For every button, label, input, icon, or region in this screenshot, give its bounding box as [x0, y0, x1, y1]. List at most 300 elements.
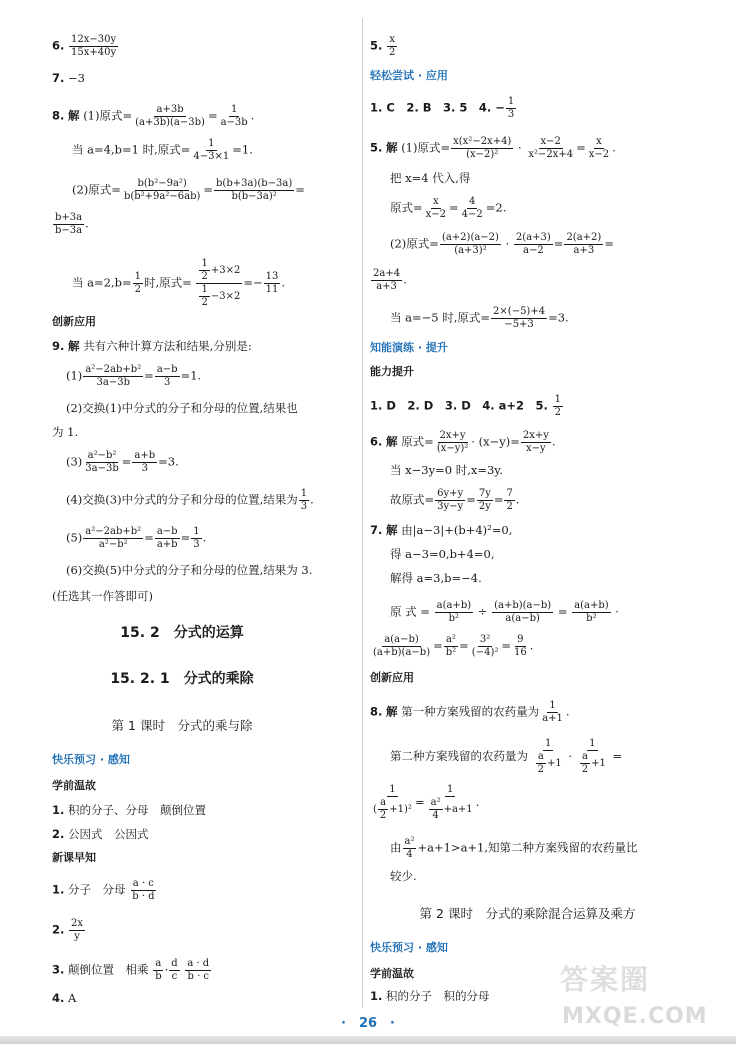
right-q8-line2: 第二种方案残留的农药量为 1 $\frac{a}{2}$ +1 · 1 $\frac{a}{2}$ +1 = [390, 738, 623, 775]
q8-l5-result [264, 271, 281, 296]
left-q9-s2b: 为 1. [52, 425, 79, 439]
q9-s1md: 3 [164, 377, 171, 388]
q9-s3-frac [83, 450, 120, 475]
r-q8-label: 解 [386, 704, 398, 719]
q8-l2d: 4−3×1 [193, 151, 230, 162]
r-q8-cf3-inner [378, 797, 388, 822]
r-q8-l1d: a+1 [542, 713, 563, 724]
r-q5-l6n: 2×(−5)+4 [493, 306, 546, 317]
r-q6-l3r [504, 488, 514, 513]
r-q7-l5f [371, 634, 432, 659]
b2-frac [69, 918, 85, 943]
r-q8-cf3-plus: +1 [389, 803, 405, 815]
q6-fraction [69, 34, 118, 59]
r-q5top-d: 2 [389, 47, 396, 58]
q9-s3-mid [132, 450, 157, 475]
q8-frac4 [214, 178, 294, 203]
watermark-url: MXQE.COM [562, 1004, 708, 1029]
q9-s1a: (1) [66, 368, 83, 383]
r-q5-f5n: 2(a+3) [515, 232, 551, 243]
left-q9-intro [52, 338, 252, 354]
left-b4 [52, 990, 76, 1006]
right-section-kuaile-yuxi: 快乐预习 · 感知 [370, 941, 448, 954]
r-q8-l1: 第一种方案残留的农药量为 [401, 704, 540, 719]
r-q8-l1f [540, 700, 565, 725]
right-q6-line2: 当 x−3y=0 时,x=3y. [390, 463, 503, 477]
r-q8-cf4-d [426, 797, 475, 822]
q8-l4n: b+3a [55, 212, 83, 223]
r-q7-l4r [572, 600, 611, 625]
left-section-innovation: 创新应用 [52, 315, 96, 328]
q8-l5sign: =− [243, 275, 263, 290]
q9-s5-mid [155, 526, 180, 551]
heading-15-2: 15. 2 分式的运算 [120, 625, 244, 641]
b1-number: 1. [52, 882, 65, 897]
r-q6-f2 [521, 430, 551, 455]
r-q7-l4md: a(a−b) [505, 613, 540, 624]
a2-number: 2. [52, 827, 65, 841]
q8-l5hd: 2 [134, 284, 141, 295]
right-q5-line1: 5. 解 (1)原式= $\frac{\text{x(x²−2x+4)}}{\text{(x−2)²}}$ · $\frac{x-2}{\text{x²−2x+4}}$ = $\frac{x}{x-2}$ . [370, 136, 616, 160]
q8-frac3 [122, 178, 202, 203]
left-q8-line1 [52, 104, 254, 129]
q8-cf-num [196, 258, 242, 284]
r-q7-l5n: a(a−b) [384, 634, 419, 645]
q8-f4d: b(b−3a)² [231, 191, 277, 202]
r-q5-l6d: −5+3 [504, 319, 534, 330]
q8-f4n: b(b+3a)(b−3a) [216, 178, 293, 189]
r-q5-f6d: a+3 [573, 245, 595, 256]
r-q7-l5x [470, 634, 501, 659]
q8-end: . [250, 108, 255, 123]
q8-f3d: b(b²+9a²−6ab) [123, 191, 201, 202]
r-ans2: 1. D 2. D 3. D 4. a+2 5. [370, 398, 548, 413]
r-q8-cf2-n: 1 [589, 738, 596, 749]
r-c1-number: 1. [370, 989, 383, 1003]
r-q7-l4f [435, 600, 474, 625]
r-q7-number: 7. [370, 523, 383, 537]
a2-text: 公因式 公因式 [68, 827, 149, 841]
q9-label: 解 [68, 339, 80, 353]
r-q7-l4m [492, 600, 553, 625]
r-q7-l4n: a(a+b) [436, 600, 472, 611]
left-a2 [52, 826, 149, 842]
r-q5-l5n: 2a+4 [373, 268, 401, 279]
r-q5-l6f [491, 306, 547, 331]
q9-s5n: a²−2ab+b² [85, 526, 142, 537]
q9-s1m: a−b [156, 364, 178, 375]
left-q9-s2a: (2)交换(1)中分式的分子和分母的位置,结果也 [66, 401, 298, 415]
q6-num: 12x−30y [71, 34, 117, 45]
r-q5-p2: (2)原式= [390, 236, 439, 251]
right-sub-xueqian-wengu: 学前温故 [370, 967, 414, 980]
b2-number: 2. [52, 922, 65, 937]
r-q5-l5f [371, 268, 402, 293]
q9-s5d: a²−b² [98, 539, 128, 550]
b3-frac1 [153, 958, 163, 983]
q9-s4n: 1 [300, 488, 308, 499]
b3-f2n: d [171, 958, 178, 969]
r-q8-l4d: 4 [406, 849, 413, 860]
r-q5-number: 5. [370, 140, 383, 155]
r-q6-l3n: 6y+y [437, 488, 464, 499]
r-q5-f3n: x [596, 136, 602, 147]
r-q5-l3f [424, 196, 448, 221]
right-q7-line1 [370, 522, 512, 538]
right-q7-line4: 原 式 = $\frac{a(a+b)}{\text{b²}}$ ÷ $\frac{(a+b)(a-b)}{a(a-b)}$ = $\frac{a(a+b)}{\text{b²}}$ · [390, 600, 619, 624]
r-q8-cf2-d [577, 751, 608, 776]
section-qingsong-changshi: 轻松尝试 · 应用 [370, 69, 448, 82]
r-q5-l3mn: 4 [469, 196, 476, 207]
b3-f3n: a · d [187, 958, 210, 969]
q8-complex-fraction [196, 258, 242, 309]
q8-l4d: b−3a [55, 225, 83, 236]
r-q5-l6e: =3. [548, 310, 569, 325]
q8-l4-frac [53, 212, 84, 237]
q8-eq: = [207, 108, 218, 123]
b1-frac [130, 878, 156, 903]
b1-fn: a · c [132, 878, 154, 889]
right-q8-line5: 较少. [390, 869, 417, 883]
r-q7-l4rn: a(a+b) [574, 600, 609, 611]
left-b1 [52, 878, 158, 903]
right-q6-line1 [370, 430, 556, 455]
r-q8-cf2-b: 2 [581, 764, 589, 775]
q8-cf-dr: −3×2 [210, 290, 241, 302]
r-q5-f5d: a−2 [523, 245, 544, 256]
q8-label: 解 [68, 108, 80, 123]
q9-s5rn: 1 [193, 526, 200, 537]
q9-number: 9. [52, 339, 65, 353]
right-q7-line3: 解得 a=3,b=−4. [390, 571, 482, 585]
r-q8-cf3-n: 1 [389, 784, 396, 795]
r-q5-f4 [440, 232, 501, 257]
q8-cf-n-frac [199, 258, 209, 283]
r-q8-l4b: +a+1>a+1,知第二种方案残留的农药量比 [417, 840, 638, 855]
q9-s5e: = [180, 530, 191, 545]
r-q7-label: 解 [386, 523, 398, 537]
r-c1-text: 积的分子 积的分母 [386, 989, 490, 1003]
section-zhineng-yanlian: 知能演练 · 提升 [370, 341, 448, 354]
r-q6-l3d: 3y−y [437, 501, 464, 512]
r-q8-l1n: 1 [549, 700, 556, 711]
r-q6-l3f [435, 488, 465, 513]
b3-frac3 [185, 958, 211, 983]
right-q8-line3: 1 ( $\frac{a}{2}$ +1 )² = 1 $\frac{\text{a²}}{4}$ +a+1 . [373, 784, 480, 821]
r-q5-f3d: x−2 [588, 149, 610, 160]
r-q8-cf3-a: a [380, 797, 387, 808]
b3-frac2 [169, 958, 179, 983]
r-q5-f4n: (a+2)(a−2) [441, 232, 499, 243]
q9-s5m: a−b [156, 526, 178, 537]
q8-cf-d1: 2 [201, 271, 208, 282]
r-q7-l1: 由|a−3|+(b+4)²=0, [401, 523, 513, 537]
right-q5-line5: $\frac{2a+4}{a+3}$ . [373, 268, 407, 292]
q9-s1-frac [83, 364, 143, 389]
r-ans1: 1. C 2. B 3. 5 4. − [370, 100, 505, 115]
r-ans1-frac [506, 96, 516, 121]
b1-text: 分子 分母 [68, 882, 126, 897]
r-q6-e: . [551, 434, 556, 449]
q8-cf-den [196, 284, 242, 309]
right-q7-line5: $\frac{a(a-b)}{(a+b)(a-b)}$ = $\frac{\text{a²}}{\text{b²}}$ = $\frac{\text{3²}}{\text{(−4)²}}$ = $\frac{9}{16}$ . [373, 634, 534, 658]
right-q5-line3: 原式= $\frac{x}{x-2}$ = $\frac{4}{4-2}$ =2. [390, 196, 507, 220]
r-q5-f2n: x−2 [540, 136, 561, 147]
r-q5-label: 解 [386, 140, 398, 155]
b3-f2d: c [171, 971, 178, 982]
right-q5-line2: 把 x=4 代入,得 [390, 171, 471, 185]
q8-f3n: b(b²−9a²) [137, 178, 187, 189]
r-q6-l3md: 2y [478, 501, 491, 512]
q8-cf-d-frac [199, 284, 209, 309]
q9-s5a: (5) [66, 530, 83, 545]
r-q5-l3a: 原式= [390, 200, 423, 215]
right-q7-line2: 得 a−3=0,b+4=0, [390, 547, 495, 561]
r-q8-l2: 第二种方案残留的农药量为 [390, 749, 528, 763]
q8-cf-n1: 1 [201, 258, 208, 269]
left-q7 [52, 70, 85, 86]
left-q9-s1: (1) $\frac{\text{a²−2ab+b²}}{3a-3b}$ = $\frac{a-b}{3}$ =1. [66, 364, 202, 388]
q9-s1d: 3a−3b [96, 377, 130, 388]
right-section-innovation: 创新应用 [370, 671, 414, 684]
q8-f1d: (a+3b)(a−3b) [135, 117, 205, 128]
r-ans1n: 1 [507, 96, 515, 107]
r-q5-l5d: a+3 [376, 281, 397, 292]
r-q6-l3rn: 7 [506, 488, 513, 499]
r-q5-l3md: 4−2 [461, 209, 483, 220]
right-answers-2 [370, 394, 564, 419]
r-q6-l3mn: 7y [478, 488, 491, 499]
r-q8-l4f [403, 836, 417, 861]
b3-f1n: a [155, 958, 162, 969]
left-q9-s5: (5) $\frac{\text{a²−2ab+b²}}{\text{a²−b²}}$ = $\frac{a-b}{a+b}$ = $\frac{1}{3}$ . [66, 526, 207, 550]
r-q7-l5d: (a+b)(a−b) [373, 647, 431, 658]
q9-s3md: 3 [141, 463, 148, 474]
a1-text: 积的分子、分母 颠倒位置 [68, 803, 207, 817]
r-q5-f6 [564, 232, 603, 257]
r-q5-f5 [514, 232, 553, 257]
q8-l2b: =1. [232, 142, 253, 157]
q8-l5rn: 13 [265, 271, 279, 282]
bottom-strip [0, 1036, 736, 1044]
b3-number: 3. [52, 962, 65, 977]
q8-l5b: 时,原式= [144, 275, 192, 290]
r-ans1d: 3 [507, 109, 515, 120]
left-a1 [52, 802, 206, 818]
q9-s1e: =1. [180, 368, 202, 383]
q9-s5md: a+b [156, 539, 178, 550]
q8-cf-n2: 1 [201, 284, 208, 295]
left-q8-line3: (2)原式= $\frac{\text{b(b²−9a²)}}{\text{b(b²+9a²−6ab)}}$ = $\frac{b(b+3a)(b-3a)}{\text{b(b−3a)²}}$ = [72, 178, 305, 202]
r-q6-f2n: 2x+y [522, 430, 549, 441]
right-answers-1 [370, 96, 517, 121]
b2-fd: y [74, 931, 80, 942]
r-q6-mid: · (x−y)= [471, 434, 520, 449]
b2-fn: 2x [71, 918, 84, 929]
q7-answer: −3 [68, 71, 85, 85]
r-q5-l3m [460, 196, 485, 221]
r-q7-l5xd: (−4)² [471, 647, 499, 658]
left-q8-line4: $\frac{b+3a}{b-3a}$ . [55, 212, 89, 236]
r-q7-l4d: b² [448, 613, 460, 624]
q9-s3d: 3a−3b [85, 463, 119, 474]
q9-s4d: 3 [300, 501, 308, 512]
b3-f1d: b [155, 971, 162, 982]
q8-p1: (1)原式= [83, 108, 133, 123]
q8-f2d: a−3b [220, 117, 248, 128]
q9-s5rd: 3 [193, 539, 200, 550]
r-q8-cf4-plus: +a+1 [443, 803, 473, 815]
q8-l2n: 1 [208, 138, 215, 149]
q8-cf-nr: +3×2 [210, 264, 241, 276]
left-q9-s3: (3) $\frac{\text{a²−b²}}{3a-3b}$ = $\frac{a+b}{3}$ =3. [66, 450, 179, 474]
r-q8-cf2-inner [580, 751, 590, 776]
r-q8-l4a: 由 [390, 840, 402, 855]
r-q7-l4rd: b² [586, 613, 597, 624]
q8-frac2 [219, 104, 250, 129]
r-q6-f1 [435, 430, 470, 455]
q8-l2a: 当 a=4,b=1 时,原式= [72, 142, 191, 157]
r-ans2n: 1 [554, 394, 561, 405]
r-q8-cf2-a: a [581, 751, 588, 762]
page-number: · 26 · [341, 1016, 395, 1031]
q6-number: 6. [52, 38, 65, 53]
sub-nengli-tisheng: 能力提升 [370, 365, 414, 378]
r-ans2-frac [553, 394, 563, 419]
r-q6-number: 6. [370, 434, 383, 449]
r-q5-f2 [526, 136, 575, 161]
r-q8-cf4-b: 4 [432, 810, 439, 821]
q7-number: 7. [52, 71, 65, 85]
r-q6-f1n: 2x+y [439, 430, 466, 441]
left-b2 [52, 918, 86, 943]
r-q7-l5xn: 3² [479, 634, 491, 645]
r-q8-cf3 [371, 784, 414, 822]
q9-s4a: (4)交换(3)中分式的分子和分母的位置,结果为 [66, 492, 298, 507]
q8-number: 8. [52, 108, 65, 123]
r-q6-p: 原式= [401, 434, 434, 449]
q6-den: 15x+40y [71, 47, 117, 58]
r-q5-l3e: =2. [485, 200, 507, 215]
r-q6-l3a: 故原式= [390, 492, 435, 507]
r-q8-cf1-a: a [537, 751, 544, 762]
left-q6 [52, 34, 119, 59]
r-q8-cf1-plus: +1 [547, 757, 562, 769]
column-divider [362, 18, 363, 1008]
right-q5top [370, 34, 398, 59]
r-q5-f6n: 2(a+2) [566, 232, 602, 243]
r-q8-cf1-inner [536, 751, 546, 776]
r-q8-l4n: a² [404, 836, 415, 847]
q8-frac1 [133, 104, 207, 129]
right-q5-line6 [390, 306, 569, 331]
left-q9-s7: (任选其一作答即可) [52, 589, 153, 603]
r-q6-label: 解 [386, 434, 398, 449]
b4-number: 4. [52, 991, 65, 1005]
right-q8-line1: 8. 解 第一种方案残留的农药量为 $\frac{1}{a+1}$ . [370, 700, 570, 724]
r-q5top-frac [387, 34, 397, 59]
q8-p2: (2)原式= [72, 182, 121, 197]
r-q8-cf3-d: ( $\frac{a}{2}$ +1 )² [373, 797, 412, 821]
r-q8-cf2 [577, 738, 608, 776]
heading-15-2-1: 15. 2. 1 分式的乘除 [110, 671, 254, 687]
r-q5top-number: 5. [370, 38, 383, 53]
b3-f3d: b · c [187, 971, 210, 982]
r-q8-cf4-n: 1 [446, 784, 454, 795]
q8-f2n: 1 [230, 104, 238, 115]
r-q8-cf4-inner [429, 797, 443, 822]
r-q7-l5rd: 16 [514, 647, 527, 658]
r-q8-number: 8. [370, 704, 383, 719]
r-q7-l5rn: 9 [517, 634, 524, 645]
r-ans2d: 2 [554, 407, 561, 418]
a1-number: 1. [52, 803, 65, 817]
sub-xinke-zaozhi: 新课早知 [52, 851, 96, 864]
heading-lesson-1: 第 1 课时 分式的乘与除 [111, 718, 253, 733]
q9-s3n: a²−b² [87, 450, 117, 461]
q8-l5-half [133, 271, 143, 296]
r-q8-cf1 [533, 738, 564, 776]
q8-l5rd: 11 [265, 284, 279, 295]
q9-s5-frac [83, 526, 143, 551]
section-kuaile-yuxi: 快乐预习 · 感知 [52, 753, 130, 766]
heading-lesson-2: 第 2 课时 分式的乘除混合运算及乘方 [419, 906, 636, 921]
r-q5-l3n: x [433, 196, 439, 207]
q9-s1-mid [155, 364, 180, 389]
r-q7-div: ÷ [477, 604, 488, 619]
q9-s3m: a+b [134, 450, 156, 461]
q9-s3a: (3) [66, 454, 83, 469]
q8-l5hn: 1 [134, 271, 141, 282]
q8-f1n: a+3b [156, 104, 184, 115]
r-q5-f3 [587, 136, 611, 161]
r-q8-cf1-b: 2 [537, 764, 545, 775]
q9-s3e: =3. [158, 454, 179, 469]
r-q5-l3d: x−2 [425, 209, 447, 220]
r-q7-l5m [444, 634, 458, 659]
left-q8-line2 [72, 138, 253, 163]
q9-intro: 共有六种计算方法和结果,分别是: [83, 339, 252, 353]
q9-s5-result [191, 526, 201, 551]
r-q5top-n: x [389, 34, 396, 45]
right-q5-line4: (2)原式= $\frac{(a+2)(a-2)}{\text{(a+3)²}}$ · $\frac{2(a+3)}{a-2}$ = $\frac{2(a+2)}{a+3}$ = [390, 232, 614, 256]
r-q7-l4a: 原 式 = [390, 604, 430, 619]
r-q6-l3rd: 2 [506, 501, 513, 512]
right-q6-line3: 故原式= $\frac{6y+y}{3y-y}$ = $\frac{7y}{2y}$ = $\frac{7}{2}$ . [390, 488, 520, 512]
r-q8-cf2-plus: +1 [591, 757, 606, 769]
left-q9-s6: (6)交换(5)中分式的分子和分母的位置,结果为 3. [66, 563, 313, 577]
r-q7-l5r [512, 634, 529, 659]
r-q6-f2d: x−y [526, 443, 546, 454]
r-q5-f1d: (x−2)² [466, 149, 499, 160]
r-q5-l6a: 当 a=−5 时,原式= [390, 310, 491, 325]
q8-cf-d2: 2 [201, 297, 208, 308]
r-q7-l4mn: (a+b)(a−b) [494, 600, 552, 611]
r-q8-cf1-n: 1 [545, 738, 552, 749]
b1-fd: b · d [132, 891, 155, 902]
b4-text: A [68, 991, 77, 1005]
right-c1 [370, 988, 490, 1004]
r-q6-f1d: (x−y)² [436, 443, 469, 454]
q8-l2-frac [191, 138, 231, 163]
left-q9-s4: (4)交换(3)中分式的分子和分母的位置,结果为 $\frac{1}{3}$ . [66, 488, 314, 512]
q8-l5a: 当 a=2,b= [72, 275, 132, 290]
r-q5-f2d: x²−2x+4 [528, 149, 574, 160]
q9-s4-frac [299, 488, 309, 513]
r-q5-f4d: (a+3)² [454, 245, 487, 256]
r-q5-p1: (1)原式= [401, 140, 451, 155]
r-q6-l3m [477, 488, 493, 513]
